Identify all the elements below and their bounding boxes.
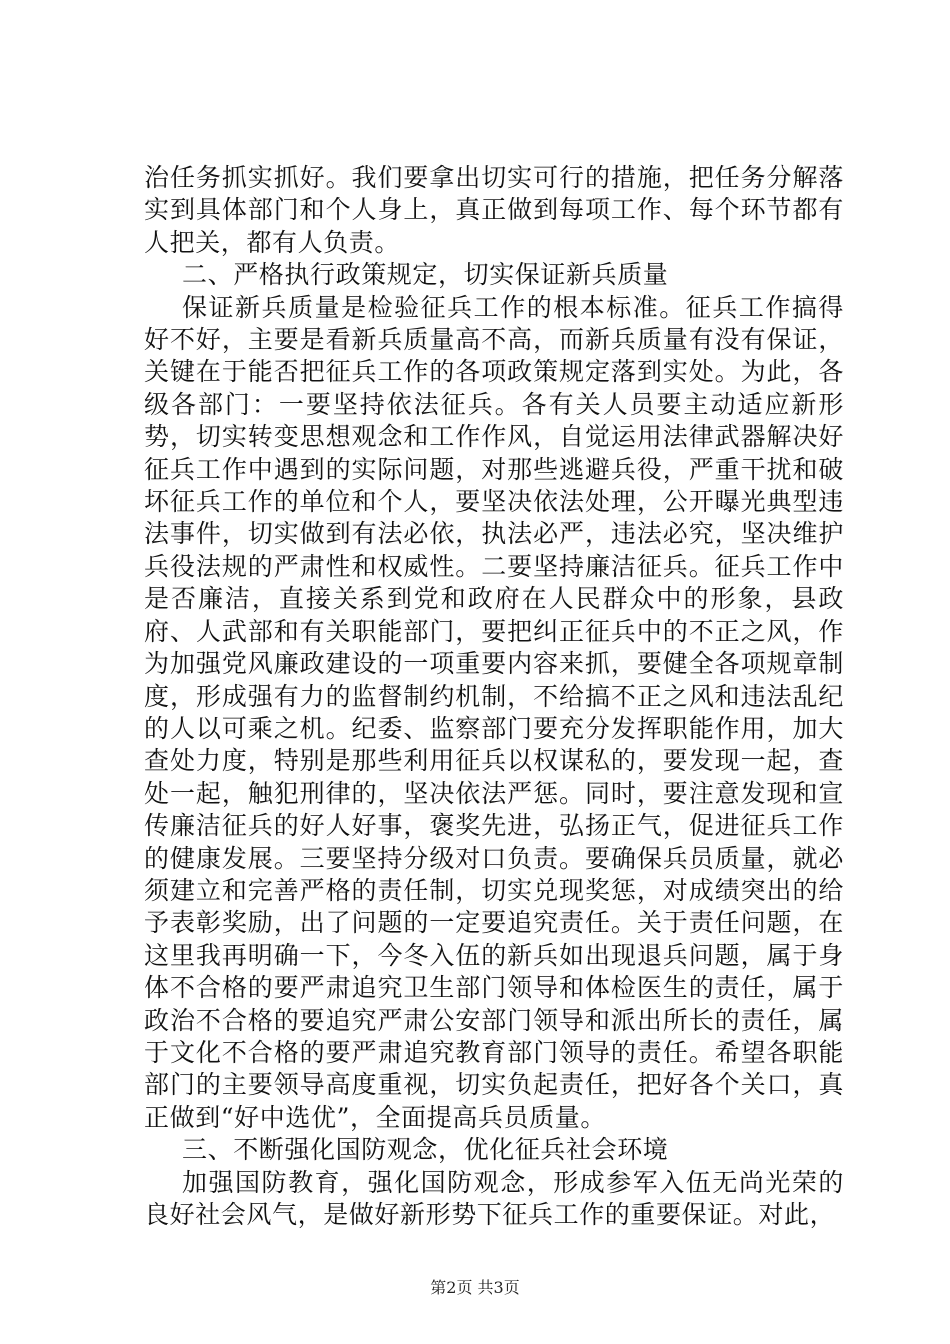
document-body (144, 162, 844, 1231)
paragraph-national-defense: 加强国防教育，强化国防观念，形成参军入伍无尚光荣的良好社会风气，是做好新形势下征兵工作的重要保证。对此， (144, 1167, 844, 1229)
paragraph-new-recruit-quality: 保证新兵质量是检验征兵工作的根本标准。征兵工作搞得好不好，主要是看新兵质量高不高，而新兵质量有没有保证，关键在于能否把征兵工作的各项政策规定落到实处。为此，各级各部门：一要坚持依法征兵。各有关人员要主动适应新形势，切实转变思想观念和工作作风，自觉运用法律武器解决好征兵工作中遇到的实际问题，对那些逃避兵役，严重干扰和破坏征兵工作的单位和个人，要坚决依法处理，公开曝光典型违法事件，切实做到有法必依，执法必严，违法必究，坚决维护兵役法规的严肃性和权威性。二要坚持廉洁征兵。征兵工作中是否廉洁，直接关系到党和政府在人民群众中的形象，县政府、人武部和有关职能部门，要把纠正征兵中的不正之风，作为加强党风廉政建设的一项重要内容来抓，要健全各项规章制度，形成强有力的监督制约机制，不给搞不正之风和违法乱纪的人以可乘之机。纪委、监察部门要充分发挥职能作用，加大查处力度，特别是那些利用征兵以权谋私的，要发现一起，查处一起，触犯刑律的，坚决依法严惩。同时，要注意发现和宣传廉洁征兵的好人好事，褒奖先进，弘扬正气，促进征兵工作的健康发展。三要坚持分级对口负责。要确保兵员质量，就必须建立和完善严格的责任制，切实兑现奖惩，对成绩突出的给予表彰奖励，出了问题的一定要追究责任。关于责任问题，在这里我再明确一下，今冬入伍的新兵如出现退兵问题，属于身体不合格的要严肃追究卫生部门领导和体检医生的责任，属于政治不合格的要追究严肃公安部门领导和派出所长的责任，属于文化不合格的要严肃追究教育部门领导的责任。希望各职能部门的主要领导高度重视，切实负起责任，把好各个关口，真正做到“好中选优”，全面提高兵员质量。 (144, 292, 844, 1132)
section-heading-2: 二、严格执行政策规定，切实保证新兵质量 (182, 260, 669, 290)
section-heading-3: 三、不断强化国防观念，优化征兵社会环境 (182, 1135, 669, 1165)
page-footer: 第2页 共3页 (430, 1278, 520, 1297)
paragraph-continuation: 治任务抓实抓好。我们要拿出切实可行的措施，把任务分解落实到具体部门和个人身上，真正做到每项工作、每个环节都有人把关，都有人负责。 (144, 163, 844, 257)
